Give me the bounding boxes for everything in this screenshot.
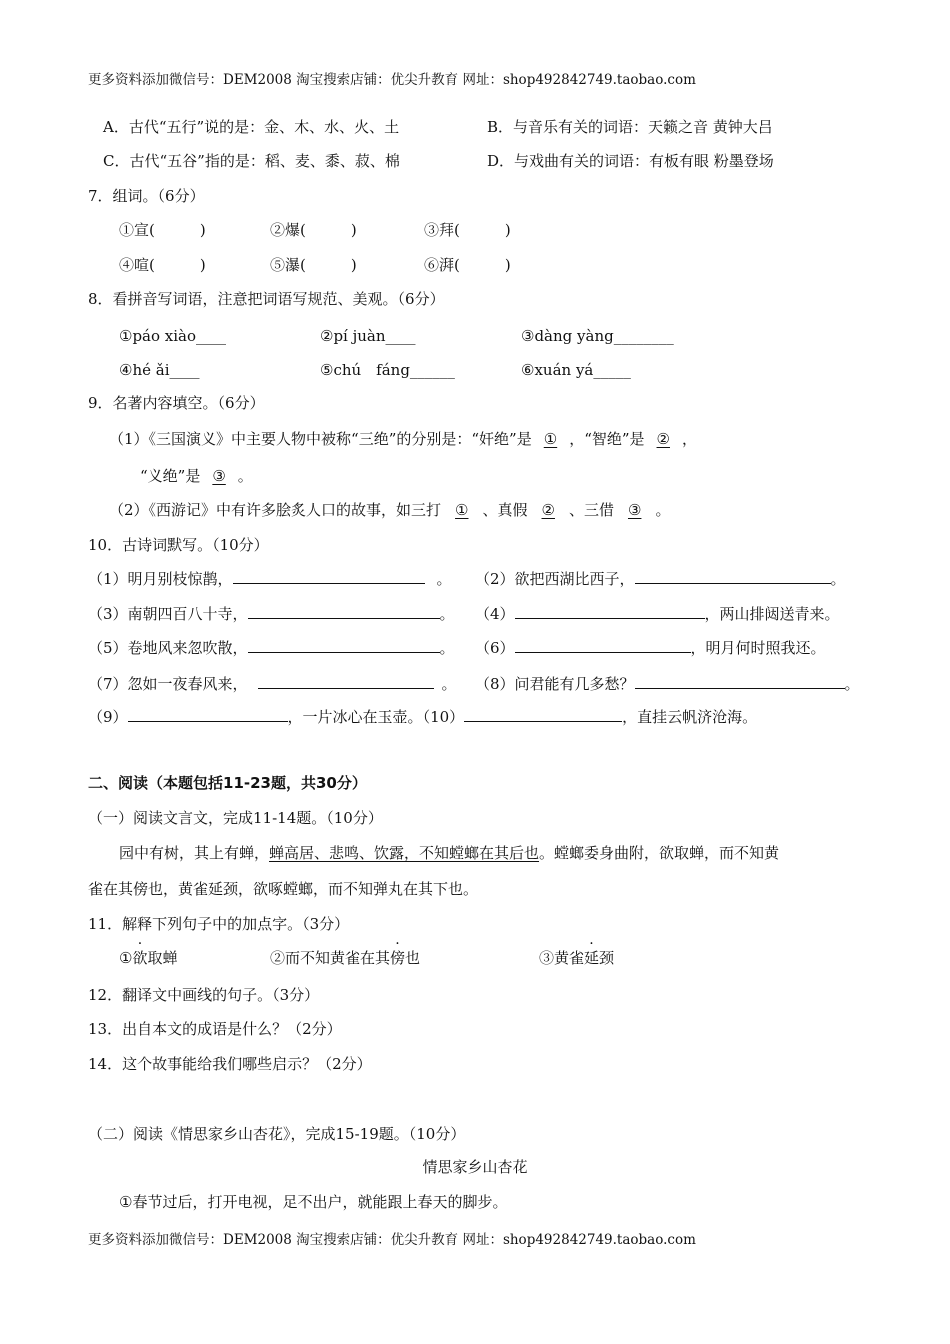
poem-9-text: （9） xyxy=(88,708,128,726)
q8-item-3: ③dàng yàng________ xyxy=(521,327,674,345)
poem-1-text: （1）明月别枝惊鹊， xyxy=(88,570,233,588)
page-footer: 更多资料添加微信号：DEM2008 淘宝搜索店铺：优尖升教育 网址：shop492842749.taobao.com xyxy=(88,1232,696,1248)
poem-7-blank xyxy=(258,674,434,689)
q7-item-1: ①宣( ) xyxy=(119,221,206,239)
option-d: D．与戏曲有关的词语：有板有眼 粉墨登场 xyxy=(487,152,774,170)
q13-title: 13．出自本文的成语是什么？（2分） xyxy=(88,1020,342,1038)
poem-3-text: （3）南朝四百八十寺， xyxy=(88,605,248,623)
q11-i3-suffix: 颈 xyxy=(599,949,615,967)
q8-item-6: ⑥xuán yá_____ xyxy=(521,361,631,379)
q8-item-4: ④hé ǎi____ xyxy=(119,361,200,379)
q11-i1-prefix: ① xyxy=(119,949,133,967)
poem-9-blank xyxy=(128,707,288,722)
poem-8-end: 。 xyxy=(844,675,860,693)
passage-line-2: 雀在其傍也，黄雀延颈，欲啄螳螂，而不知弹丸在其下也。 xyxy=(88,880,479,898)
q12-title: 12．翻译文中画线的句子。（3分） xyxy=(88,986,320,1004)
q9-p1-blank-3: ③ xyxy=(212,467,226,485)
q9-p2-blank-3: ③ xyxy=(627,501,642,519)
q11-i1-dotted-char: 欲 xyxy=(132,949,148,967)
q9-part1-line2 xyxy=(140,466,253,486)
q11-i1-suffix: 取蝉 xyxy=(147,949,178,967)
poem-7-text: （7）忽如一夜春风来， xyxy=(88,675,248,693)
page-header: 更多资料添加微信号：DEM2008 淘宝搜索店铺：优尖升教育 网址：shop492842749.taobao.com xyxy=(88,72,696,88)
q9-p1-text-f: 。 xyxy=(237,467,253,485)
poem-line-4 xyxy=(475,604,840,624)
article-title: 情思家乡山杏花 xyxy=(422,1158,528,1176)
q9-part1-line1 xyxy=(109,429,697,449)
q11-i2-suffix: 也 xyxy=(405,949,421,967)
poem-4-end: ，两山排闼送青来。 xyxy=(704,605,840,623)
q11-i2-prefix: ②而不知黄雀在其 xyxy=(270,949,391,967)
q9-p2-blank-2: ② xyxy=(541,501,555,519)
passage-text-a: 园中有树，其上有蝉， xyxy=(119,844,270,862)
poem-10-end: ，直挂云帆济沧海。 xyxy=(622,708,758,726)
q14-title: 14．这个故事能给我们哪些启示？（2分） xyxy=(88,1055,372,1073)
poem-2-blank xyxy=(635,569,831,584)
poem-1-blank xyxy=(233,569,425,584)
subsection-1-title: （一）阅读文言文，完成11-14题。（10分） xyxy=(88,809,383,827)
poem-5-blank xyxy=(248,638,440,653)
q11-item-2 xyxy=(270,948,420,968)
q11-i3-dotted-char: 延 xyxy=(584,949,600,967)
article-paragraph-1: ①春节过后，打开电视，足不出户，就能跟上春天的脚步。 xyxy=(119,1193,508,1211)
q9-p1-text-d: ， xyxy=(681,430,697,448)
q7-item-6: ⑥湃( ) xyxy=(424,256,511,274)
q9-p2-text-c: 、真假 xyxy=(482,501,528,519)
poem-3-blank xyxy=(248,604,440,619)
q10-title: 10．古诗词默写。（10分） xyxy=(88,536,269,554)
poem-line-7 xyxy=(88,674,457,694)
section-title: 二、阅读（本题包括11-23题，共30分） xyxy=(88,774,367,792)
q7-item-3: ③拜( ) xyxy=(424,221,511,239)
poem-8-blank xyxy=(635,674,845,689)
q9-p1-text-c: ，“智绝”是 xyxy=(569,430,645,448)
q11-i3-prefix: ③黄雀 xyxy=(539,949,585,967)
poem-3-end: 。 xyxy=(439,605,455,623)
poem-line-5 xyxy=(88,638,455,658)
q9-part2 xyxy=(109,500,670,520)
option-a: A．古代“五行”说的是：金、木、水、火、土 xyxy=(103,118,400,136)
q11-item-3 xyxy=(539,948,614,968)
q9-p1-blank-1: ① xyxy=(543,430,558,448)
poem-6-text: （6） xyxy=(475,639,515,657)
q11-item-1 xyxy=(119,948,177,968)
q7-item-5: ⑤瀑( ) xyxy=(270,256,357,274)
q8-item-1: ①páo xiào____ xyxy=(119,327,227,345)
poem-6-end: ，明月何时照我还。 xyxy=(690,639,826,657)
option-b: B．与音乐有关的词语：天籁之音 黄钟大吕 xyxy=(487,118,773,136)
poem-7-end: 。 xyxy=(441,675,457,693)
poem-6-blank xyxy=(515,638,691,653)
q9-p2-text-d: 、三借 xyxy=(568,501,614,519)
poem-9-end: ，一片冰心在玉壶。 xyxy=(287,708,423,726)
poem-1-end: 。 xyxy=(436,570,452,588)
q11-title: 11．解释下列句子中的加点字。（3分） xyxy=(88,915,350,933)
q8-item-5: ⑤chú fáng______ xyxy=(320,361,455,379)
poem-8-text: （8）问君能有几多愁？ xyxy=(475,675,635,693)
poem-5-text: （5）卷地风来忽吹散， xyxy=(88,639,248,657)
q7-item-4: ④喧( ) xyxy=(119,256,206,274)
poem-2-end: 。 xyxy=(830,570,846,588)
option-c: C．古代“五谷”指的是：稻、麦、黍、菽、棉 xyxy=(103,152,400,170)
passage-text-b: 。螳螂委身曲附，欲取蝉，而不知黄 xyxy=(539,844,780,862)
poem-10-text: （10） xyxy=(422,708,465,726)
poem-line-8 xyxy=(475,674,860,694)
poem-4-blank xyxy=(515,604,705,619)
poem-line-3 xyxy=(88,604,455,624)
passage-underlined-sentence: 蝉高居、悲鸣、饮露，不知螳螂在其后也 xyxy=(269,844,540,862)
q11-i2-dotted-char: 傍 xyxy=(390,949,406,967)
poem-4-text: （4） xyxy=(475,605,515,623)
q9-p2-blank-1: ① xyxy=(455,501,469,519)
q8-item-2: ②pí juàn____ xyxy=(320,327,416,345)
poem-line-1 xyxy=(88,569,452,589)
q9-p1-text-a: （1）《三国演义》中主要人物中被称“三绝”的分别是：“奸绝”是 xyxy=(109,430,532,448)
q9-p2-text-e: 。 xyxy=(655,501,671,519)
subsection-2-title: （二）阅读《情思家乡山杏花》，完成15-19题。（10分） xyxy=(88,1125,466,1143)
q9-p2-text-a: （2）《西游记》中有许多脍炙人口的故事，如三打 xyxy=(109,501,442,519)
q7-item-2: ②爆( ) xyxy=(270,221,357,239)
poem-2-text: （2）欲把西湖比西子， xyxy=(475,570,635,588)
q9-p1-blank-2: ② xyxy=(656,430,670,448)
poem-line-6 xyxy=(475,638,826,658)
q9-p1-text-e: “义绝”是 xyxy=(140,467,201,485)
poem-line-9-10 xyxy=(88,707,757,727)
q9-title: 9．名著内容填空。（6分） xyxy=(88,394,265,412)
passage-line-1 xyxy=(119,843,779,863)
q7-title: 7．组词。（6分） xyxy=(88,187,205,205)
poem-5-end: 。 xyxy=(439,639,455,657)
poem-10-blank xyxy=(464,707,622,722)
poem-line-2 xyxy=(475,569,846,589)
q8-title: 8．看拼音写词语，注意把词语写规范、美观。（6分） xyxy=(88,290,445,308)
